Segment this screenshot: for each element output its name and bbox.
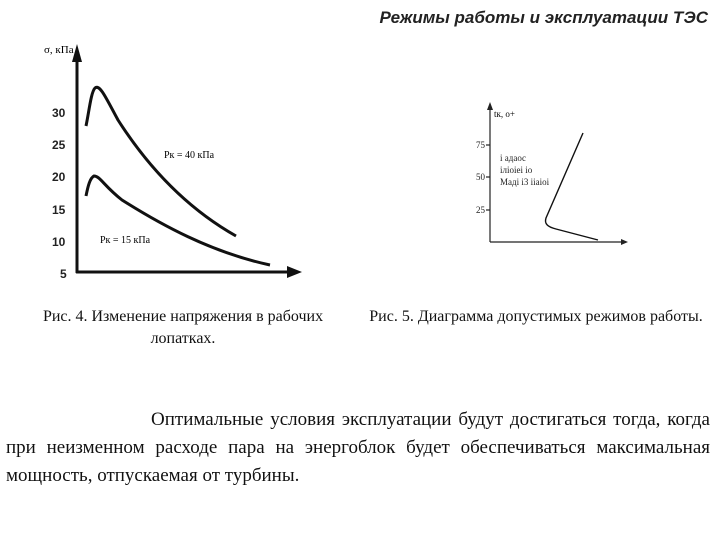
fig2-tick-label: 50 — [476, 172, 485, 182]
fig2-axes — [486, 108, 624, 242]
fig1-curve-lower-label: Рк = 15 кПа — [100, 235, 151, 246]
fig2-y-axis-label: tк, о+ — [494, 109, 515, 119]
fig1-tick-label: 10 — [52, 235, 66, 249]
figure1-caption-text: Рис. 4. Изменение напряжения в рабочих лопатках. — [42, 308, 324, 347]
fig1-curve-upper-label: Рк = 40 кПа — [164, 150, 215, 161]
fig1-tick-label: 5 — [60, 267, 67, 281]
fig1-tick-label: 30 — [52, 106, 66, 120]
fig2-tick-label: 75 — [476, 140, 485, 150]
fig2-y-tick-labels — [476, 140, 486, 215]
fig2-annotation-line: iлiоiеi iо — [500, 165, 533, 175]
fig1-tick-label: 20 — [52, 170, 66, 184]
fig2-annotation-line: i адаос — [500, 153, 527, 163]
page-header-title: Режимы работы и эксплуатации ТЭС — [379, 8, 708, 27]
fig2-annotation-line: Мадi i3 iiаiоi — [500, 177, 550, 187]
fig2-boundary-curve — [545, 133, 598, 240]
fig1-tick-label: 15 — [52, 203, 66, 217]
figure2-caption — [358, 306, 714, 328]
fig1-tick-label: 25 — [52, 138, 66, 152]
figure2-caption-text: Рис. 5. Диаграмма допустимых режимов работы. — [369, 308, 703, 325]
fig2-y-arrow-icon — [487, 102, 493, 110]
fig1-y-axis-label: σ, кПа — [44, 44, 74, 56]
fig2-tick-label: 25 — [476, 205, 485, 215]
fig2-annotation — [500, 153, 550, 187]
body-paragraph — [6, 406, 710, 490]
body-paragraph-text: Оптимальные условия эксплуатации будут достигаться тогда, когда при неизменном расходе пара на энергоблок будет обеспечиваться максимальная мощность, отпускаемая от турбины. — [6, 409, 710, 486]
figure1-caption — [28, 306, 338, 350]
fig2-x-arrow-icon — [621, 239, 628, 245]
